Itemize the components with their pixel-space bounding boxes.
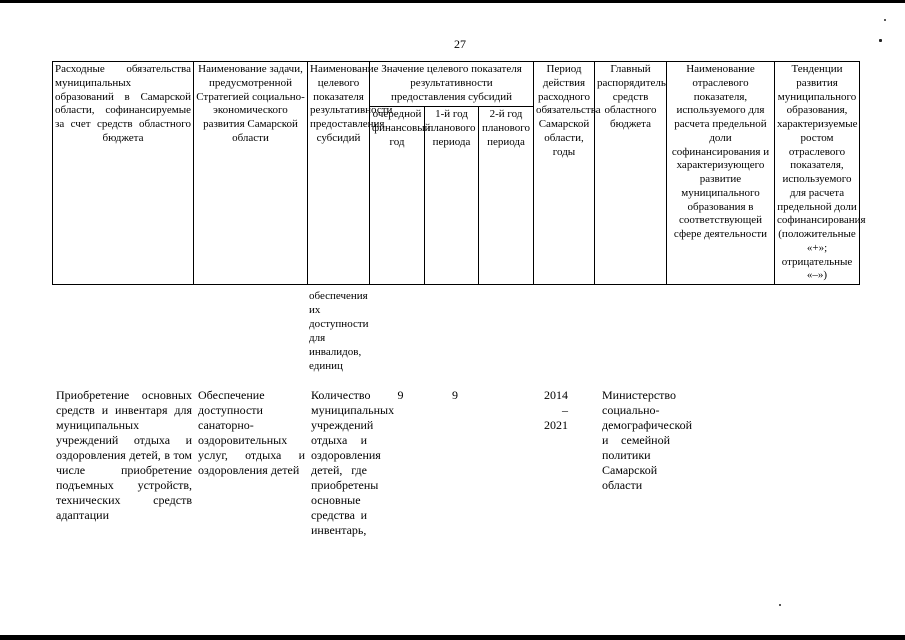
row-administrator: Министерство социально-демографической и семейной политики Самарской области <box>602 388 693 492</box>
header-plan-year-1: 1-й год планового периода <box>425 107 479 285</box>
row-obligation: Приобретение основных средств и инвентаря для муниципальных учреждений отдыха и оздоровления детей, в том числе приобретение подъемных устройств, технических средств адаптации <box>56 388 192 522</box>
continued-indicator-text: обеспечения их доступности для инвалидов, единиц <box>309 290 369 372</box>
row-value-next-year: 9 <box>397 388 404 402</box>
scan-speck <box>879 39 882 42</box>
header-task: Наименование задачи, предусмотренной Стратегией социально-экономического развития Самарской области <box>194 62 308 285</box>
header-obligation: Расходные обязательства муниципальных образований в Самарской области, софинансируемые за счет средств областного бюджета <box>53 62 194 285</box>
header-trends: Тенденции развития муниципального образования, характеризуемые ростом отраслевого показателя, используемого для расчета предельной доли софинансирования (положительные «+»; отрицательные «–») <box>775 62 860 285</box>
scan-speck <box>779 604 781 606</box>
header-plan-year-2: 2-й год планового периода <box>479 107 534 285</box>
row-period: 2014 – 2021 <box>544 388 568 432</box>
scan-top-edge <box>0 0 905 3</box>
header-indicator: Наименование целевого показателя результативности предоставления субсидий <box>308 62 370 285</box>
row-task: Обеспечение доступности санаторно-оздоровительных услуг, отдыха и оздоровления детей <box>198 388 305 477</box>
row-value-plan-year-1: 9 <box>452 388 458 402</box>
scan-bottom-edge <box>0 635 905 640</box>
header-sector-indicator: Наименование отраслевого показателя, используемого для расчета предельной доли софинансирования и характеризующего развитие муниципального образования в соответствующей сфере деятельности <box>667 62 775 285</box>
row-indicator: Количество муниципальных учреждений отдыха и оздоровления детей, где приобретены основные средства и инвентарь, <box>311 388 395 537</box>
scan-speck <box>884 19 886 21</box>
table-header <box>52 61 866 285</box>
header-period: Период действия расходного обязательства Самарской области, годы <box>534 62 595 285</box>
page-number: 27 <box>454 37 466 51</box>
header-indicator-value: Значение целевого показателя результативности предоставления субсидий <box>370 62 534 107</box>
header-administrator: Главный распорядитель средств областного бюджета <box>595 62 667 285</box>
header-next-year: очередной финансовый год <box>370 107 425 285</box>
